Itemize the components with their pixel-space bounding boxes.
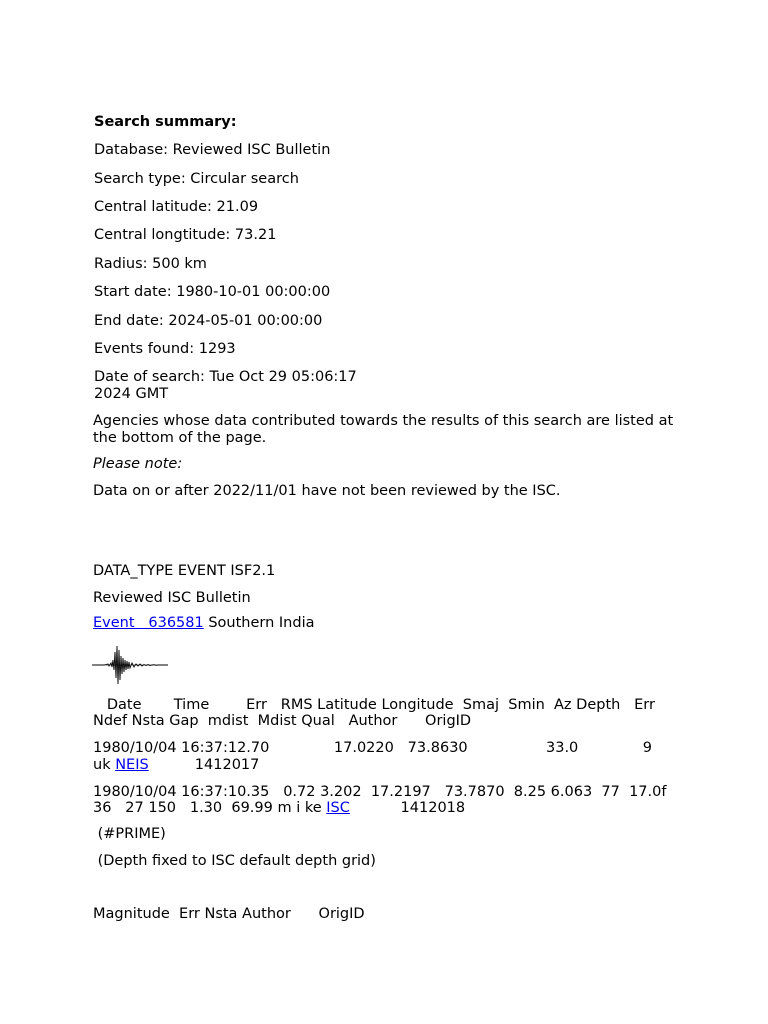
- magnitude-header: Magnitude Err Nsta Author OrigID: [93, 906, 365, 922]
- summary-date-of-search: Date of search: Tue Oct 29 05:06:17: [94, 369, 357, 385]
- event-line: [93, 615, 314, 632]
- origin-row-isc: 1980/10/04 16:37:10.35 0.72 3.202 17.2197 73.7870 8.25 6.063 77 17.0f: [93, 784, 667, 800]
- event-region: Southern India: [203, 615, 315, 631]
- origin-row-neis-origid: 1412017: [148, 757, 260, 773]
- origin-header: Date Time Err RMS Latitude Longitude Smaj Smin Az Depth Err: [93, 697, 655, 713]
- please-note-label: Please note:: [93, 456, 183, 472]
- origin-row-neis: 1980/10/04 16:37:12.70 17.0220 73.8630 33.0 9: [93, 740, 653, 756]
- author-link-neis[interactable]: NEIS: [115, 757, 149, 773]
- prime-flag: (#PRIME): [93, 826, 166, 842]
- depth-note: (Depth fixed to ISC default depth grid): [93, 853, 376, 869]
- origin-row-isc-cont: [93, 800, 465, 817]
- review-note: Data on or after 2022/11/01 have not been reviewed by the ISC.: [93, 483, 561, 499]
- origin-row-isc-prefix: 36 27 150 1.30 69.99 m i ke: [93, 800, 327, 816]
- summary-heading: Search summary:: [94, 114, 237, 130]
- summary-date-of-search-cont: 2024 GMT: [94, 386, 169, 402]
- seismogram-icon: [92, 642, 168, 688]
- author-link-isc[interactable]: ISC: [326, 800, 350, 816]
- summary-radius: Radius: 500 km: [94, 256, 207, 272]
- summary-central-longitude: Central longtitude: 73.21: [94, 227, 277, 243]
- summary-database: Database: Reviewed ISC Bulletin: [94, 142, 331, 158]
- summary-start-date: Start date: 1980-10-01 00:00:00: [94, 284, 331, 300]
- summary-search-type: Search type: Circular search: [94, 171, 299, 187]
- agencies-note: Agencies whose data contributed towards the results of this search are listed at: [93, 413, 674, 429]
- summary-central-latitude: Central latitude: 21.09: [94, 199, 259, 215]
- bulletin-name: Reviewed ISC Bulletin: [93, 590, 251, 606]
- origin-header-cont: Ndef Nsta Gap mdist Mdist Qual Author OrigID: [93, 713, 472, 729]
- summary-events-found: Events found: 1293: [94, 341, 236, 357]
- summary-end-date: End date: 2024-05-01 00:00:00: [94, 313, 323, 329]
- origin-row-neis-cont: [93, 757, 259, 774]
- origin-row-isc-origid: 1412018: [349, 800, 466, 816]
- origin-row-neis-prefix: uk: [93, 757, 116, 773]
- agencies-note-cont: the bottom of the page.: [93, 430, 267, 446]
- event-link[interactable]: Event 636581: [93, 615, 204, 631]
- data-type-line: DATA_TYPE EVENT ISF2.1: [93, 563, 276, 579]
